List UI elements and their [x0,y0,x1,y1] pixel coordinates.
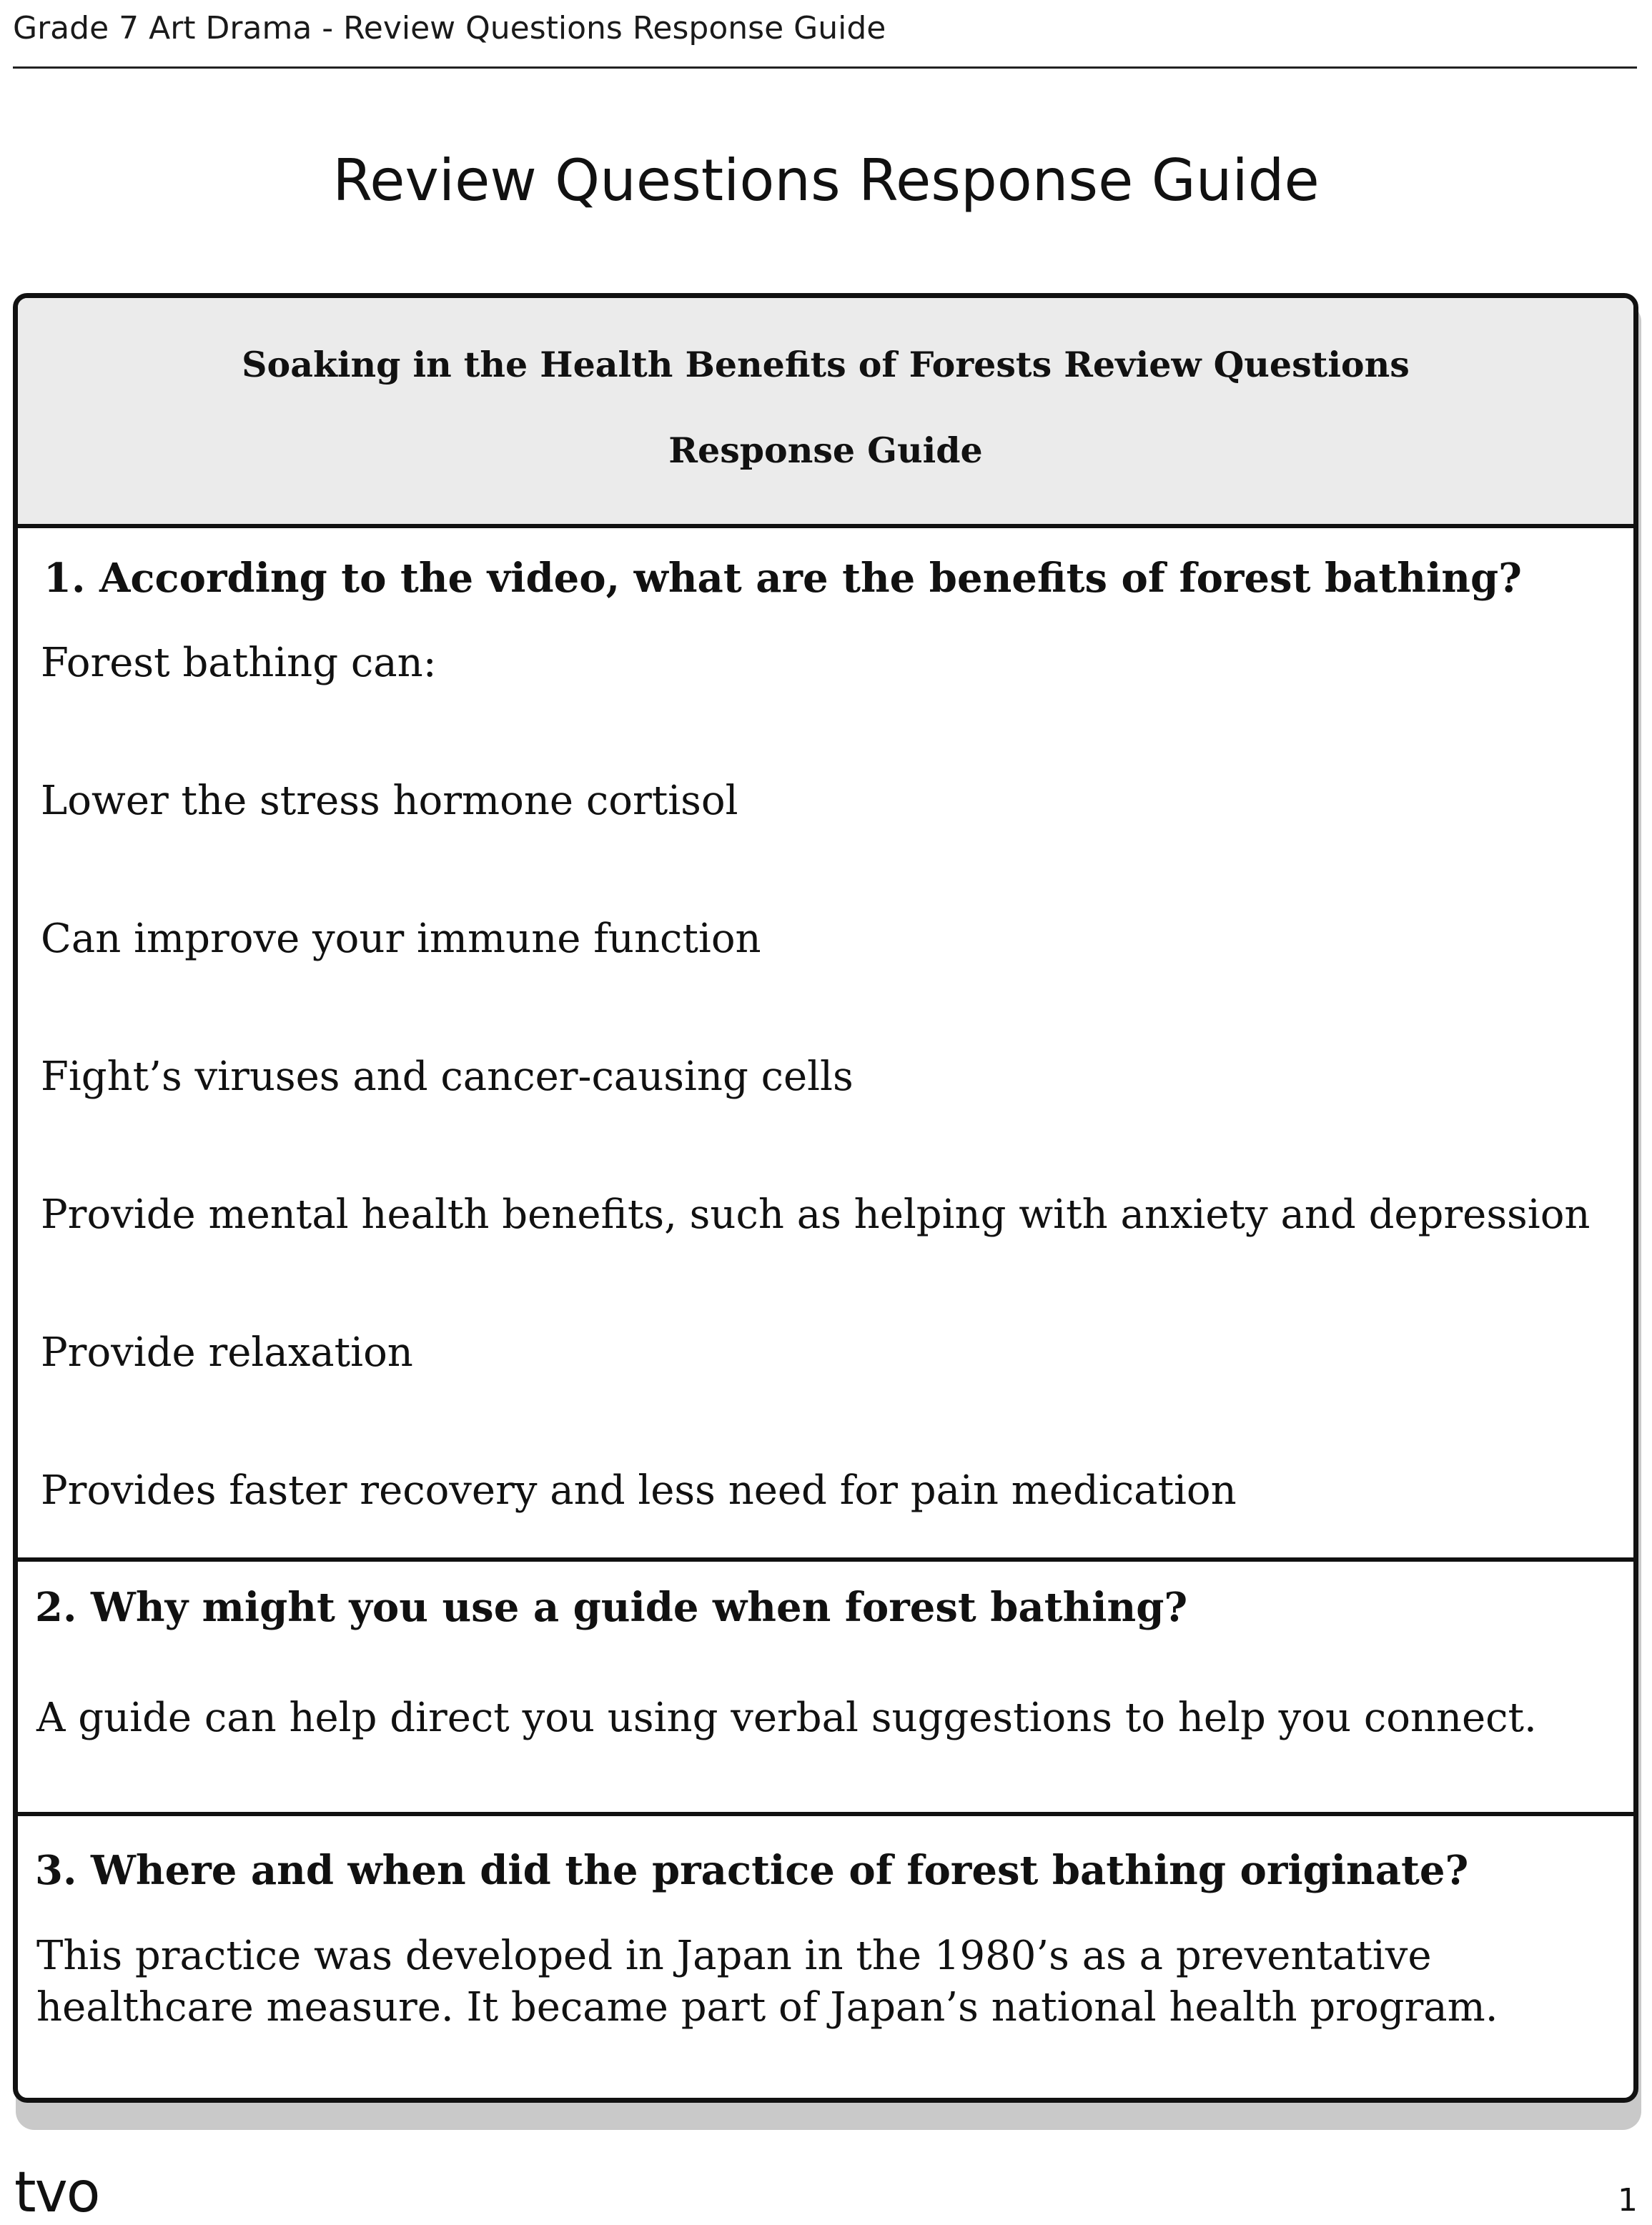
answer-2: A guide can help direct you using verbal suggestions to help you connect. [36,1695,1537,1741]
running-header [13,7,1637,69]
answer-3: This practice was developed in Japan in the 1980’s as a preventative healthcare measure. It became part of Japan’s national health program. [36,1933,1498,2031]
answer-1-item: Lower the stress hormone cortisol [41,778,738,824]
question-section-2 [18,1562,1633,1816]
answer-1-item: Can improve your immune function [41,916,761,962]
response-guide-card [13,293,1638,2103]
answer-1-item: Fight’s viruses and cancer-causing cells [41,1054,854,1100]
card-heading [18,298,1633,528]
page-number: 1 [1618,2182,1638,2219]
answer-1-item: Provides faster recovery and less need for pain medication [41,1467,1237,1514]
running-header-title: Grade 7 Art Drama - Review Questions Response Guide [13,10,886,46]
tvo-logo: tvo [14,2161,99,2225]
page-title: Review Questions Response Guide [332,147,1320,214]
answer-1-item: Provide relaxation [41,1329,413,1376]
answer-1-item: Provide mental health benefits, such as helping with anxiety and depression [41,1191,1591,1238]
question-2: 2. Why might you use a guide when forest bathing? [35,1584,1188,1631]
question-section-1 [18,528,1633,1562]
question-section-3 [18,1816,1633,2103]
card-heading-title: Soaking in the Health Benefits of Forests Review Questions [242,344,1410,385]
answer-1-intro: Forest bathing can: [41,640,437,686]
card-heading-subtitle: Response Guide [668,430,983,471]
question-1: 1. According to the video, what are the benefits of forest bathing? [44,555,1522,602]
question-3: 3. Where and when did the practice of forest bathing originate? [35,1847,1469,1894]
